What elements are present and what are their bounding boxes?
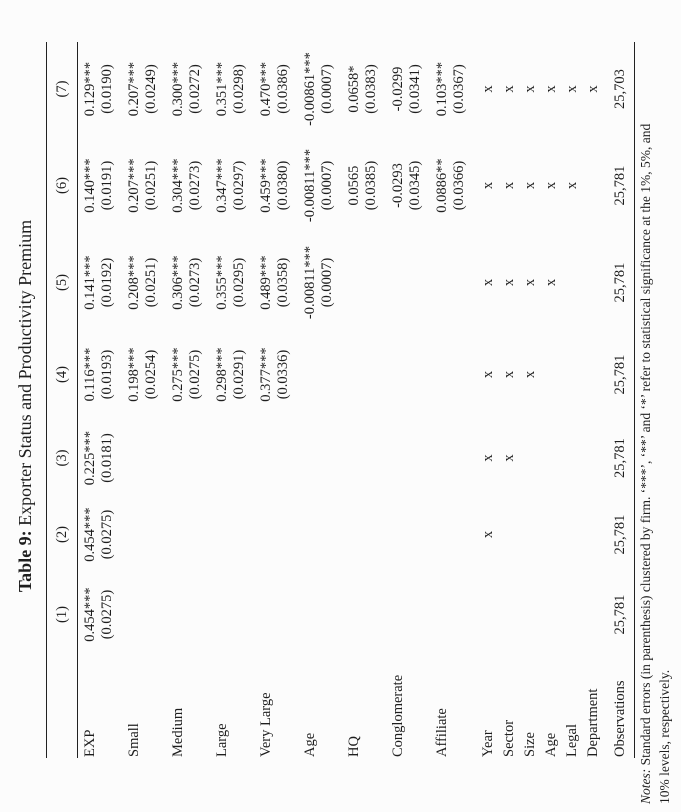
control-row <box>541 42 562 758</box>
stderr-cell <box>363 419 390 497</box>
row-label-spacer <box>187 657 214 758</box>
coef-cell: -0.00861*** <box>302 52 318 126</box>
control-flag-cell: x <box>501 181 517 190</box>
coef-cell: 0.0565 <box>346 165 362 206</box>
row-label: Year <box>480 730 496 757</box>
control-flag-cell <box>499 497 520 572</box>
control-flag-cell: x <box>501 370 517 379</box>
coef-cell <box>126 497 143 572</box>
stderr-cell <box>363 572 390 657</box>
notes-label: Notes: <box>638 768 653 804</box>
coef-cell <box>258 497 275 572</box>
stderr-row <box>231 42 258 758</box>
stderr-cell: (0.0336) <box>275 349 291 400</box>
control-row <box>499 42 520 758</box>
coef-cell: 0.300*** <box>170 61 186 117</box>
coef-cell <box>302 330 319 419</box>
notes-text-line2: 10% levels, respectively. <box>657 669 672 804</box>
stderr-cell: (0.0386) <box>275 64 291 114</box>
column-header-7: (7) <box>47 42 78 136</box>
control-flag-cell: x <box>564 181 580 190</box>
coef-cell: 0.116*** <box>82 347 98 402</box>
control-flag-cell: x <box>522 85 538 93</box>
stderr-row <box>99 42 126 758</box>
table-body <box>78 42 635 758</box>
coef-cell: 0.207*** <box>126 158 142 213</box>
stderr-cell: (0.0358) <box>275 257 291 308</box>
control-row <box>583 42 604 758</box>
stderr-cell: (0.0251) <box>143 257 159 308</box>
row-label-spacer <box>99 657 126 758</box>
table-notes <box>636 4 674 804</box>
control-flag-cell: x <box>564 85 580 93</box>
coef-cell: 0.129*** <box>82 61 98 117</box>
stderr-cell: (0.0273) <box>187 257 203 308</box>
stderr-cell: (0.0007) <box>319 160 335 211</box>
header-label-spacer <box>47 657 78 758</box>
control-flag-cell <box>583 235 604 330</box>
coef-cell <box>346 330 363 419</box>
column-header-3: (3) <box>47 419 78 497</box>
table-header-row <box>47 42 78 758</box>
coef-cell: -0.0293 <box>390 163 406 208</box>
stderr-cell <box>319 572 346 657</box>
coef-cell <box>302 497 319 572</box>
stderr-cell <box>407 497 434 572</box>
coef-cell <box>214 419 231 497</box>
stderr-cell: (0.0298) <box>231 64 247 114</box>
control-row <box>520 42 541 758</box>
row-label: Size <box>522 732 538 757</box>
coef-cell: 0.347*** <box>214 158 230 213</box>
stderr-cell <box>187 419 214 497</box>
coef-cell: 0.351*** <box>214 61 230 117</box>
coef-row <box>258 42 275 758</box>
control-flag-cell: x <box>522 278 538 287</box>
coef-row <box>78 42 100 758</box>
obs-row <box>604 42 635 758</box>
coef-row <box>302 42 319 758</box>
coef-cell <box>346 572 363 657</box>
stderr-cell: (0.0272) <box>187 64 203 114</box>
stderr-row <box>143 42 170 758</box>
coef-cell <box>434 330 451 419</box>
stderr-cell <box>231 419 258 497</box>
coef-row <box>214 42 231 758</box>
row-label: Very Large <box>258 692 274 757</box>
column-header-5: (5) <box>47 235 78 330</box>
coef-cell <box>126 419 143 497</box>
row-label: Affiliate <box>434 708 450 757</box>
row-label: Large <box>214 723 230 757</box>
control-flag-cell: x <box>585 85 601 93</box>
control-flag-cell: x <box>522 181 538 190</box>
coef-cell <box>214 497 231 572</box>
coef-cell <box>302 419 319 497</box>
row-label: Conglomerate <box>390 674 406 757</box>
table-caption-number: Table 9: <box>15 530 35 593</box>
control-flag-cell <box>541 419 562 497</box>
coef-cell: 0.141*** <box>82 255 98 310</box>
notes-text-line1: Standard errors (in parenthesis) clustered by firm. ‘***’, ‘**’ and ‘*’ refer to statistical significance at the 1%, 5%, and <box>638 123 653 766</box>
control-flag-cell <box>562 419 583 497</box>
coef-cell <box>434 572 451 657</box>
stderr-cell <box>407 235 434 330</box>
observations-cell: 25,781 <box>604 330 635 419</box>
stderr-cell: (0.0366) <box>451 160 467 211</box>
stderr-cell <box>363 235 390 330</box>
coef-cell: 0.0658* <box>346 65 362 113</box>
column-header-6: (6) <box>47 136 78 235</box>
coef-cell: 0.470*** <box>258 61 274 117</box>
row-label-spacer <box>451 657 478 758</box>
row-label: EXP <box>82 729 98 757</box>
coef-cell: 0.355*** <box>214 255 230 310</box>
row-label: Age <box>302 732 318 757</box>
stderr-cell <box>451 497 478 572</box>
coef-cell <box>390 419 407 497</box>
row-label-spacer <box>319 657 346 758</box>
notes-line-2 <box>655 4 674 804</box>
stderr-row <box>451 42 478 758</box>
stderr-cell <box>363 497 390 572</box>
control-flag-cell: x <box>522 370 538 379</box>
observations-cell: 25,781 <box>604 419 635 497</box>
coef-row <box>170 42 187 758</box>
control-flag-cell <box>562 330 583 419</box>
stderr-cell <box>275 572 302 657</box>
stderr-cell: (0.0295) <box>231 257 247 308</box>
coef-cell <box>214 572 231 657</box>
row-label: HQ <box>346 736 362 757</box>
control-flag-cell <box>541 572 562 657</box>
stderr-cell: (0.0341) <box>407 64 423 114</box>
row-label: Sector <box>501 719 517 757</box>
stderr-cell <box>407 572 434 657</box>
coef-cell <box>346 419 363 497</box>
table-caption-title: Exporter Status and Productivity Premium <box>15 219 35 526</box>
column-header-2: (2) <box>47 497 78 572</box>
stderr-row <box>319 42 346 758</box>
stderr-cell <box>187 497 214 572</box>
stderr-cell <box>143 419 170 497</box>
coef-cell <box>434 419 451 497</box>
coef-cell: 0.225*** <box>82 430 98 486</box>
control-flag-cell <box>583 572 604 657</box>
coef-row <box>434 42 451 758</box>
notes-line-1 <box>636 4 655 804</box>
stderr-cell: (0.0275) <box>99 589 115 640</box>
stderr-row <box>407 42 434 758</box>
coef-cell: 0.454*** <box>82 587 98 642</box>
column-header-1: (1) <box>47 572 78 657</box>
control-flag-cell <box>583 497 604 572</box>
coef-cell: 0.304*** <box>170 158 186 213</box>
coef-cell <box>390 497 407 572</box>
stderr-cell: (0.0297) <box>231 160 247 211</box>
stderr-cell: (0.0192) <box>99 257 115 308</box>
stderr-cell: (0.0291) <box>231 349 247 400</box>
control-flag-cell: x <box>480 454 496 462</box>
stderr-cell <box>275 419 302 497</box>
stderr-cell: (0.0193) <box>99 349 115 400</box>
stderr-cell: (0.0191) <box>99 160 115 211</box>
coef-cell: 0.275*** <box>170 347 186 402</box>
row-label-spacer <box>407 657 434 758</box>
control-flag-cell <box>541 497 562 572</box>
coef-cell: -0.00811*** <box>302 148 318 223</box>
row-label: Observations <box>604 657 635 758</box>
coef-cell: 0.207*** <box>126 61 142 117</box>
coef-cell <box>346 235 363 330</box>
table-header <box>47 42 78 758</box>
coef-cell: 0.459*** <box>258 158 274 213</box>
coef-cell: 0.454*** <box>82 507 98 562</box>
row-label-spacer <box>143 657 170 758</box>
control-flag-cell <box>583 136 604 235</box>
control-flag-cell <box>562 572 583 657</box>
table-caption <box>15 0 36 812</box>
stderr-row <box>187 42 214 758</box>
row-label-spacer <box>275 657 302 758</box>
stderr-row <box>275 42 302 758</box>
control-flag-cell <box>478 572 499 657</box>
coef-cell <box>390 330 407 419</box>
coef-cell: -0.0299 <box>390 66 406 112</box>
stderr-cell: (0.0275) <box>99 509 115 560</box>
control-flag-cell: x <box>543 278 559 287</box>
coef-cell: 0.140*** <box>82 158 98 213</box>
row-label: Age <box>543 732 559 757</box>
control-flag-cell: x <box>480 278 496 287</box>
coef-cell: 0.198*** <box>126 347 142 402</box>
row-label-spacer <box>231 657 258 758</box>
coef-cell: 0.489*** <box>258 255 274 310</box>
coef-cell <box>390 572 407 657</box>
stderr-cell: (0.0254) <box>143 349 159 400</box>
stderr-cell <box>231 497 258 572</box>
coef-cell: 0.377*** <box>258 347 274 402</box>
control-flag-cell <box>562 235 583 330</box>
coef-cell <box>434 497 451 572</box>
stderr-cell: (0.0251) <box>143 160 159 211</box>
row-label: Department <box>585 688 601 757</box>
row-label: Legal <box>564 723 580 757</box>
regression-table <box>46 42 635 758</box>
coef-cell: 0.208*** <box>126 255 142 310</box>
stderr-cell: (0.0275) <box>187 349 203 400</box>
row-label: Small <box>126 723 142 757</box>
stderr-cell <box>319 497 346 572</box>
control-flag-cell <box>520 497 541 572</box>
stderr-cell <box>143 572 170 657</box>
coef-cell: -0.00811*** <box>302 245 318 320</box>
stderr-cell: (0.0273) <box>187 160 203 211</box>
coef-cell <box>126 572 143 657</box>
control-flag-cell <box>520 572 541 657</box>
stderr-cell <box>407 419 434 497</box>
observations-cell: 25,781 <box>604 497 635 572</box>
stderr-cell <box>451 572 478 657</box>
control-flag-cell: x <box>480 370 496 379</box>
row-label-spacer <box>363 657 390 758</box>
coef-cell <box>302 572 319 657</box>
control-flag-cell: x <box>480 85 496 93</box>
coef-cell <box>390 235 407 330</box>
stderr-cell: (0.0007) <box>319 64 335 114</box>
stderr-cell: (0.0345) <box>407 160 423 211</box>
stderr-cell: (0.0007) <box>319 257 335 308</box>
observations-cell: 25,781 <box>604 235 635 330</box>
stderr-cell: (0.0367) <box>451 64 467 114</box>
control-row <box>478 42 499 758</box>
stderr-cell <box>407 330 434 419</box>
stderr-row <box>363 42 390 758</box>
coef-cell <box>170 497 187 572</box>
control-flag-cell: x <box>501 454 517 462</box>
coef-cell: 0.0886** <box>434 158 450 213</box>
coef-cell <box>258 572 275 657</box>
stderr-cell <box>275 497 302 572</box>
stderr-cell: (0.0385) <box>363 160 379 211</box>
coef-cell: 0.103*** <box>434 61 450 117</box>
control-flag-cell <box>541 330 562 419</box>
control-flag-cell: x <box>501 278 517 287</box>
coef-row <box>346 42 363 758</box>
control-row <box>562 42 583 758</box>
coef-cell <box>346 497 363 572</box>
stderr-cell: (0.0383) <box>363 64 379 114</box>
stderr-cell <box>363 330 390 419</box>
control-flag-cell <box>562 497 583 572</box>
coef-cell <box>258 419 275 497</box>
row-label: Medium <box>170 707 186 757</box>
control-flag-cell: x <box>501 85 517 93</box>
control-flag-cell: x <box>543 181 559 190</box>
coef-row <box>126 42 143 758</box>
stderr-cell <box>319 330 346 419</box>
stderr-cell: (0.0249) <box>143 64 159 114</box>
stderr-cell <box>451 330 478 419</box>
coef-cell <box>434 235 451 330</box>
coef-cell: 0.298*** <box>214 347 230 402</box>
control-flag-cell <box>583 419 604 497</box>
observations-cell: 25,781 <box>604 136 635 235</box>
stderr-cell <box>451 419 478 497</box>
control-flag-cell: x <box>480 181 496 190</box>
stderr-cell <box>143 497 170 572</box>
stderr-cell: (0.0181) <box>99 433 115 483</box>
control-flag-cell: x <box>480 530 496 539</box>
control-flag-cell <box>520 419 541 497</box>
control-flag-cell: x <box>543 85 559 93</box>
coef-cell <box>170 419 187 497</box>
stderr-cell <box>451 235 478 330</box>
coef-cell: 0.306*** <box>170 255 186 310</box>
coef-cell <box>170 572 187 657</box>
control-flag-cell <box>499 572 520 657</box>
column-header-4: (4) <box>47 330 78 419</box>
stderr-cell <box>187 572 214 657</box>
stderr-cell: (0.0380) <box>275 160 291 211</box>
stderr-cell <box>231 572 258 657</box>
stderr-cell <box>319 419 346 497</box>
stderr-cell: (0.0190) <box>99 64 115 114</box>
observations-cell: 25,703 <box>604 42 635 136</box>
coef-row <box>390 42 407 758</box>
observations-cell: 25,781 <box>604 572 635 657</box>
control-flag-cell <box>583 330 604 419</box>
